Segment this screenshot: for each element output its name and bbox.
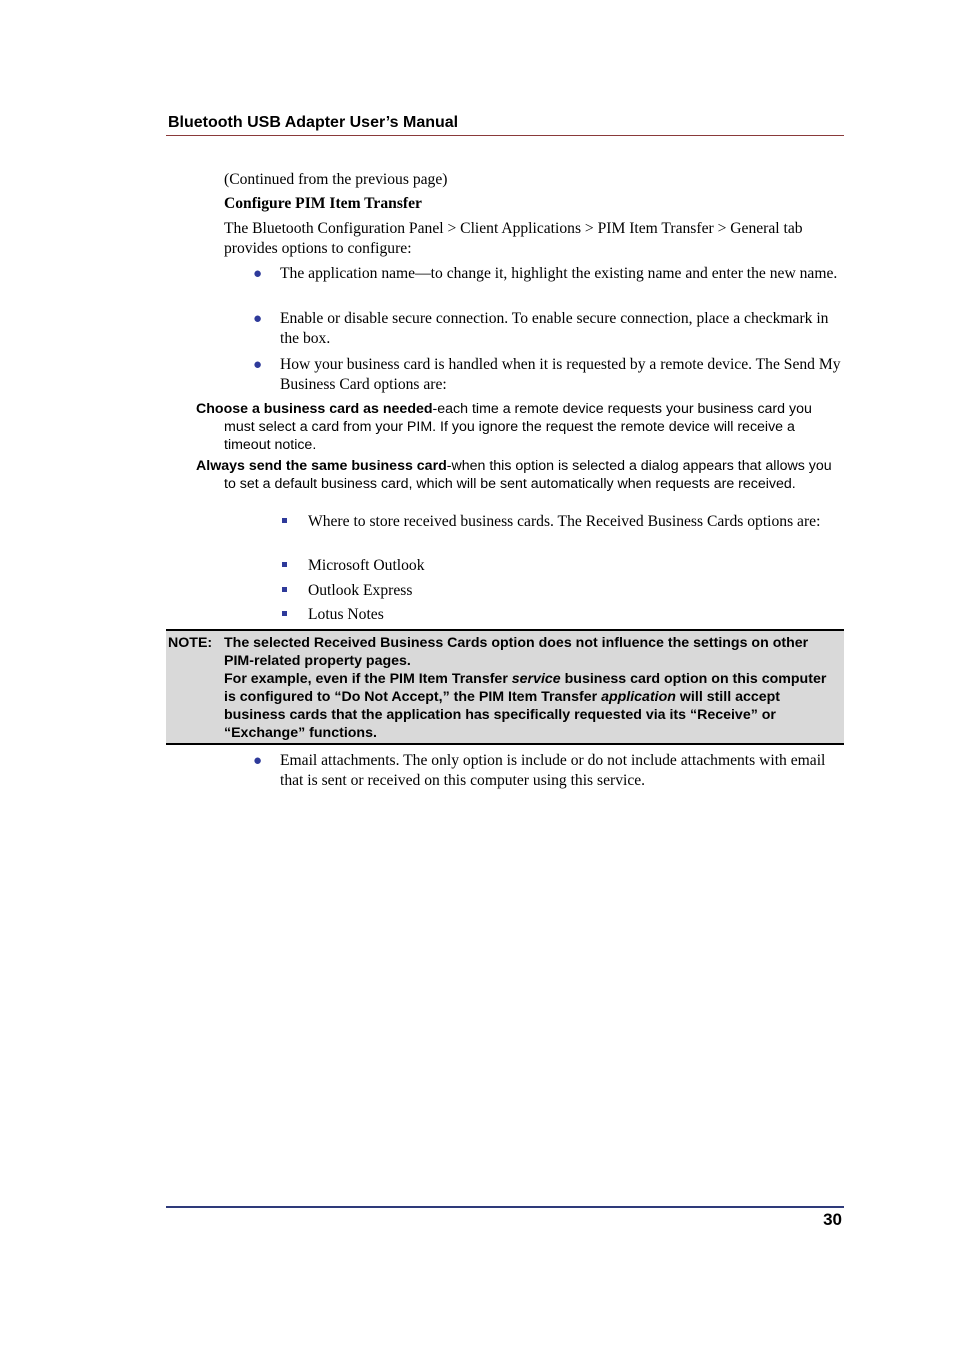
option-term: Choose a business card as needed (196, 401, 433, 417)
bullet-dot: ● (253, 266, 263, 282)
continued-note: (Continued from the previous page) (224, 171, 448, 188)
note-line-1: The selected Received Business Cards option does not influence the settings on other PIM-related property pages. (224, 635, 809, 669)
note-emphasis: service (511, 671, 561, 687)
note-label: NOTE: (168, 635, 213, 651)
square-bullet-icon (282, 518, 287, 523)
bullet-dot: ● (253, 357, 263, 373)
bullet-item: The application name—to change it, highlight the existing name and enter the new name. (280, 265, 838, 282)
note-line-2 (224, 670, 836, 742)
page-header-title: Bluetooth USB Adapter User’s Manual (168, 114, 459, 131)
note-text-part: For example, even if the PIM Item Transfer (224, 671, 512, 687)
option-term: Always send the same business card (196, 458, 447, 474)
option-desc: -each time a remote device requests your business card you must select a card from your PIM. If you ignore the request the remote device will receive a timeout notice. (224, 401, 812, 453)
bullet-dot: ● (253, 753, 263, 769)
square-bullet-icon (282, 611, 287, 616)
section-title: Configure PIM Item Transfer (224, 195, 422, 212)
footer-rule (166, 1206, 844, 1208)
sub-bullet-item: Where to store received business cards. The Received Business Cards options are: (308, 513, 821, 530)
square-bullet-icon (282, 562, 287, 567)
sub-bullet-item: Outlook Express (308, 582, 413, 599)
note-text-part: will still accept business cards that the application has specifically requested via its “Receive” or “Exchange” functions. (224, 689, 781, 741)
bullet-item: Email attachments. The only option is include or do not include attachments with email that is sent or received on this computer using this service. (280, 752, 826, 789)
sub-bullet-item: Microsoft Outlook (308, 557, 425, 574)
note-box (166, 629, 844, 745)
note-text-part: business card option on this computer is configured to “Do Not Accept,” the PIM Item Transfer (224, 671, 827, 705)
note-text (224, 634, 836, 742)
page-number: 30 (823, 1210, 842, 1229)
option-desc: -when this option is selected a dialog appears that allows you to set a default business card, which will be sent automatically when requests are received. (224, 458, 832, 492)
option-always-send (196, 457, 844, 493)
note-emphasis: application (601, 689, 676, 705)
bullet-dot: ● (253, 311, 263, 327)
bullet-item: Enable or disable secure connection. To enable secure connection, place a checkmark in the box. (280, 310, 829, 347)
square-bullet-icon (282, 587, 287, 592)
option-choose-card (196, 400, 844, 454)
intro-paragraph: The Bluetooth Configuration Panel > Client Applications > PIM Item Transfer > General tab provides options to configure: (224, 220, 803, 257)
bullet-item: How your business card is handled when it is requested by a remote device. The Send My Business Card options are: (280, 356, 841, 393)
header-rule (166, 135, 844, 136)
sub-bullet-item: Lotus Notes (308, 606, 384, 623)
